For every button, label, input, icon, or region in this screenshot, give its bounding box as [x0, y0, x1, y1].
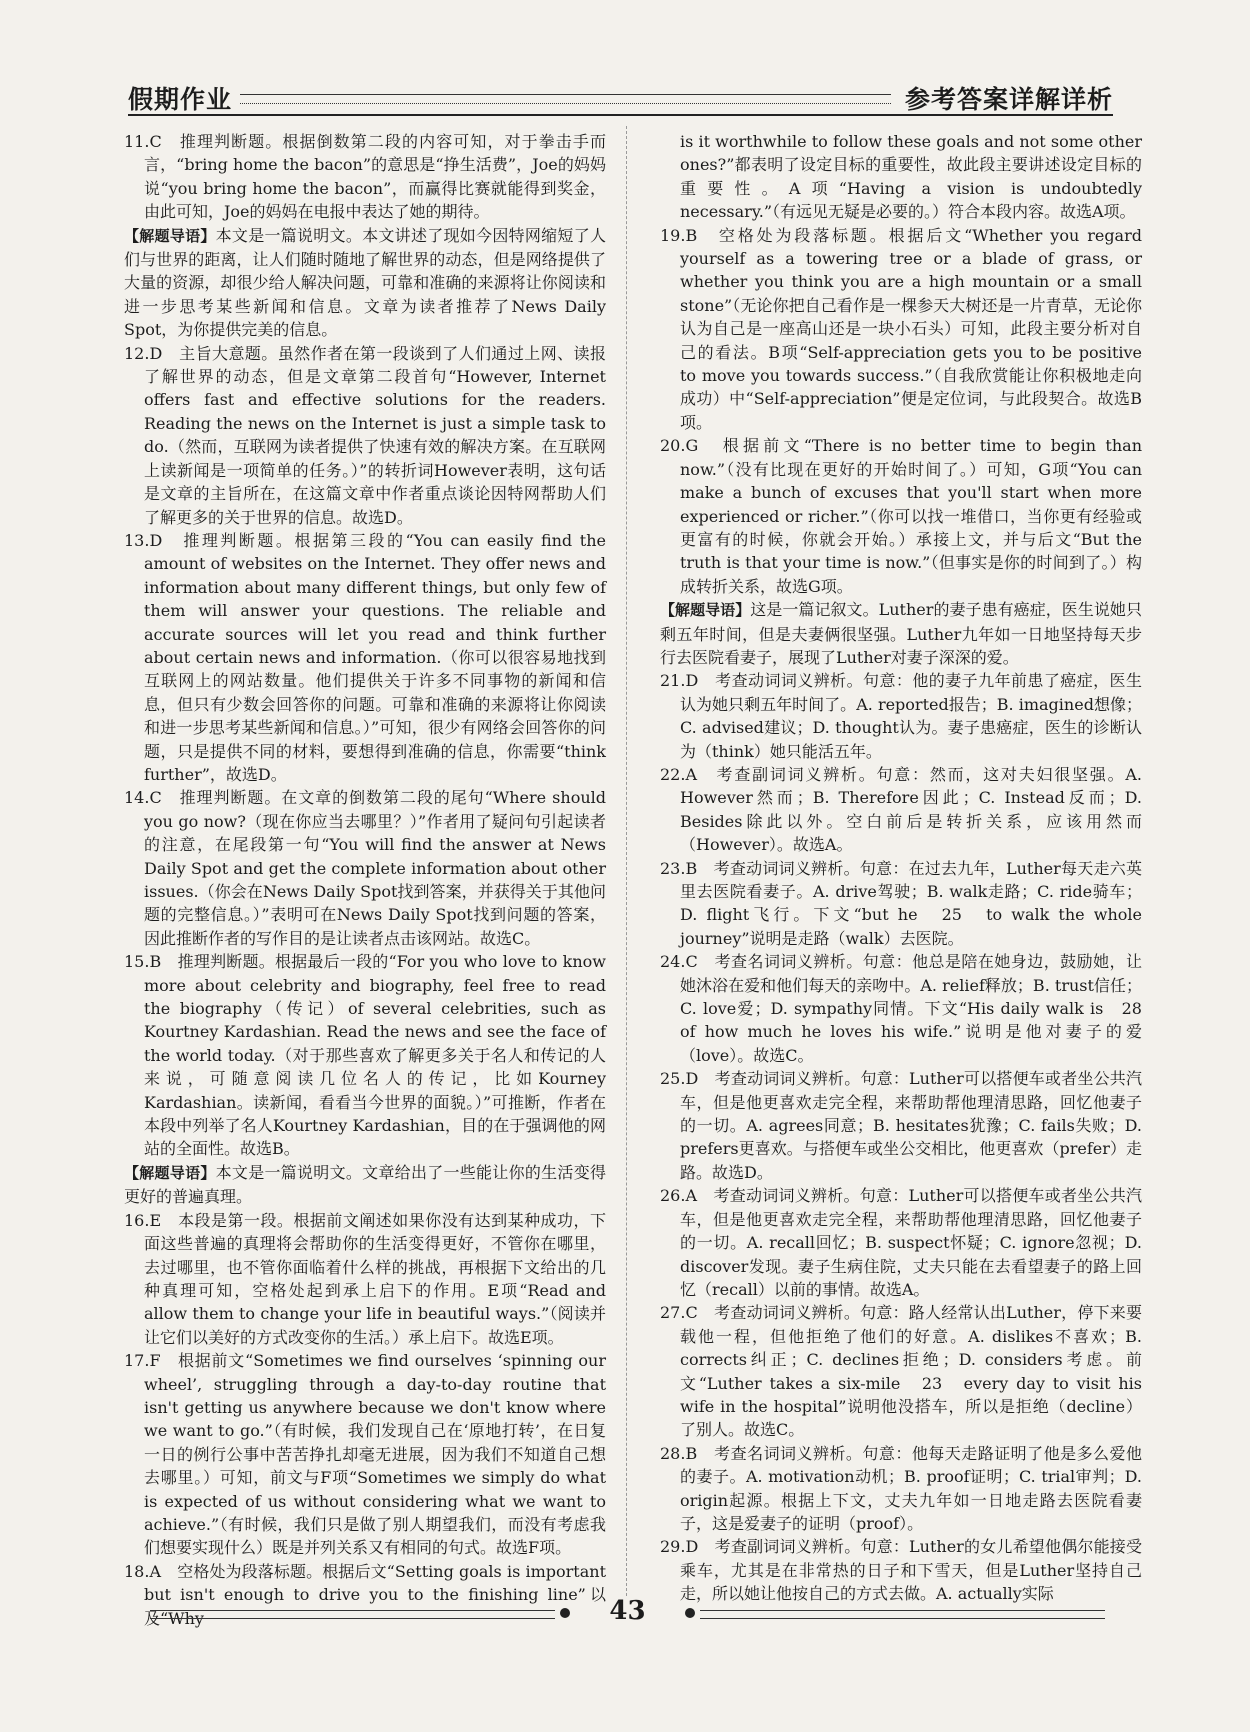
guide-text: 本文是一篇说明文。文章给出了一些能让你的生活变得更好的普遍真理。 — [124, 1162, 606, 1207]
page-footer — [150, 1598, 1105, 1638]
header-right-title: 参考答案详解详析 — [904, 85, 1113, 114]
answer-item: 29.D 考查副词词义辨析。句意：Luther的女儿希望他偶尔能接受乘车，尤其是在非常热的日子和下雪天，但是Luther坚持自己走，所以她让他按自己的方式去做。A. actually实际 — [660, 1537, 1142, 1604]
column-divider — [626, 126, 627, 1596]
footer-rule-right-2 — [700, 1618, 1105, 1619]
guide-tag: 【解题导语】 — [124, 1163, 216, 1182]
page-header — [128, 80, 1113, 114]
guide-tag: 【解题导语】 — [124, 226, 216, 245]
answer-item: 27.C 考查动词词义辨析。句意：路人经常认出Luther，停下来要载他一程，但他拒绝了他们的好意。A. dislikes不喜欢；B. corrects纠正；C. declines拒绝；D. considers考虑。前文“Luther takes a six-mile 23 every day to visit his wife in the hospital”说明他没搭车，所以是拒绝（decline）了别人。故选C。 — [660, 1303, 1142, 1440]
answer-item: 28.B 考查名词词义辨析。句意：他每天走路证明了他是多么爱他的妻子。A. motivation动机；B. proof证明；C. trial审判；D. origin起源。根据上下文，丈夫九年如一日地走路去医院看妻子，这是爱妻子的证明（proof）。 — [660, 1443, 1142, 1533]
answer-item: 18.A 空格处为段落标题。根据后文“Setting goals is important but isn't enough to drive you to the finishing line”以及“Why — [124, 1561, 606, 1628]
answer-item: 15.B 推理判断题。根据最后一段的“For you who love to know more about celebrity and biography, feel free to read the biography（传记）of several celebrities, such as Kourtney Kardashian. Read the news and see the face of the world today.（对于那些喜欢了解更多关于名人和传记的人来说，可随意阅读几位名人的传记，比如Kourney Kardashian。读新闻，看看当今世界的面貌。）”可推断，作者在本段中列举了名人Kourtney Kardashian，目的在于强调他的网站的全面性。故选B。 — [124, 952, 606, 1159]
header-left-title: 假期作业 — [128, 85, 233, 114]
answer-item: 23.B 考查动词词义辨析。句意：在过去九年，Luther每天走六英里去医院看妻子。A. drive驾驶；B. walk走路；C. ride骑车；D. flight飞行。下文“but he 25 to walk the whole journey”说明是走路（walk）去医院。 — [660, 858, 1142, 948]
guide-tag: 【解题导语】 — [660, 601, 751, 620]
page-number: 43 — [609, 1596, 646, 1626]
answer-item: 19.B 空格处为段落标题。根据后文“Whether you regard yourself as a towering tree or a blade of grass, or whether you think you are a high mountain or a small stone”（无论你把自己看作是一棵参天大树还是一片青草，无论你认为自己是一座高山还是一块小石头）可知，此段主要分析对自己的看法。B项“Self-appreciation gets you to be positive to move you towards success.”（自我欣赏能让你积极地走向成功）中“Self-appreciation”便是定位词，与此段契合。故选B项。 — [660, 225, 1142, 432]
header-underline — [128, 114, 1113, 116]
answer-item: 12.D 主旨大意题。虽然作者在第一段谈到了人们通过上网、读报了解世界的动态，但是文章第二段首句“However, Internet offers fast and effective solutions for the readers. Reading the news on the Internet is just a simple task to do.（然而，互联网为读者提供了快速有效的解决方案。在互联网上读新闻是一项简单的任务。）”的转折词However表明，这句话是文章的主旨所在，在这篇文章中作者重点谈论因特网帮助人们了解更多的关于世界的信息。故选D。 — [124, 343, 606, 527]
answer-item: 17.F 根据前文“Sometimes we find ourselves ‘spinning our wheel’, struggling through a day-to-day routine that isn't getting us anywhere because we don't know where we want to go.”（有时候，我们发现自己在‘原地打转’，在日复一日的例行公事中苦苦挣扎却毫无进展，因为我们不知道自己想去哪里。）可知，前文与F项“Sometimes we simply do what is expected of us without considering what we want to achieve.”（有时候，我们只是做了别人期望我们，而没有考虑我们想要实现什么）既是并列关系又有相同的句式。故选F项。 — [124, 1351, 606, 1558]
footer-dot-right — [685, 1608, 695, 1618]
answer-item: 16.E 本段是第一段。根据前文阐述如果你没有达到某种成功，下面这些普遍的真理将会帮助你的生活变得更好，不管你在哪里，去过哪里，也不管你面临着什么样的挑战，再根据下文给出的几种真理可知，空格处起到承上启下的作用。E项“Read and allow them to change your life in beautiful ways.”（阅读并让它们以美好的方式改变你的生活。）承上启下。故选E项。 — [124, 1210, 606, 1347]
answer-item: 14.C 推理判断题。在文章的倒数第二段的尾句“Where should you go now?（现在你应当去哪里？）”作者用了疑问句引起读者的注意，在尾段第一句“You will find the answer at News Daily Spot and get the complete information about other issues.（你会在News Daily Spot找到答案，并获得关于其他问题的完整信息。）”表明可在News Daily Spot找到问题的答案，因此推断作者的写作目的是让读者点击该网站。故选C。 — [124, 788, 606, 948]
answer-item: 26.A 考查动词词义辨析。句意：Luther可以搭便车或者坐公共汽车，但是他更喜欢走完全程，来帮助帮他理清思路，回忆他妻子的一切。A. recall回忆；B. suspect怀疑；C. ignore忽视；D. discover发现。妻子生病住院，丈夫只能在去看望妻子的路上回忆（recall）以前的事情。故选A。 — [660, 1186, 1142, 1299]
guide-paragraph — [660, 598, 1142, 669]
answer-item: 11.C 推理判断题。根据倒数第二段的内容可知，对于拳击手而言，“bring home the bacon”的意思是“挣生活费”，Joe的妈妈说“you bring home the bacon”，而赢得比赛就能得到奖金，由此可知，Joe的妈妈在电报中表达了她的期待。 — [124, 132, 606, 222]
guide-text: 这是一篇记叙文。Luther的妻子患有癌症，医生说她只剩五年时间，但是夫妻俩很坚强。Luther九年如一日地坚持每天步行去医院看妻子，展现了Luther对妻子深深的爱。 — [660, 600, 1142, 667]
guide-paragraph — [124, 224, 606, 342]
answer-item: 13.D 推理判断题。根据第三段的“You can easily find the amount of websites on the Internet. They offer news and information about many different things, but only few of them will answer your questions. The reliable and accurate sources will let you read and think further about certain news and information.（你可以很容易地找到互联网上的网站数量。他们提供关于许多不同事物的新闻和信息，但只有少数会回答你的问题。可靠和准确的来源将让你阅读和进一步思考某些新闻和信息。）”可知，很少有网络会回答你的问题，只是提供不同的材料，要想得到准确的信息，你需要“think further”，故选D。 — [124, 530, 606, 784]
guide-text: 本文是一篇说明文。本文讲述了现如今因特网缩短了人们与世界的距离，让人们随时随地了解世界的动态，但是网络提供了大量的资源，却很少给人解决问题，可靠和准确的来源将让你阅读和进一步思考某些新闻和信息。文章为读者推荐了News Daily Spot，为你提供完美的信息。 — [124, 225, 606, 340]
answer-item: 22.A 考查副词词义辨析。句意：然而，这对夫妇很坚强。A. However然而；B. Therefore因此；C. Instead反而；D. Besides除此以外。空白前后是转折关系，应该用然而（However）。故选A。 — [660, 764, 1142, 855]
answer-continuation: is it worthwhile to follow these goals and not some other ones?”都表明了设定目标的重要性，故此段主要讲述设定目标的重要性。A项“Having a vision is undoubtedly necessary.”（有远见无疑是必要的。）符合本段内容。故选A项。 — [680, 132, 1142, 222]
answer-item: 21.D 考查动词词义辨析。句意：他的妻子九年前患了癌症，医生认为她只剩五年时间了。A. reported报告；B. imagined想像；C. advised建议；D. thought认为。妻子患癌症，医生的诊断认为（think）她只能活五年。 — [660, 671, 1142, 761]
left-column — [124, 130, 606, 1630]
header-decorative-rule — [240, 94, 891, 104]
answer-item: 24.C 考查名词词义辨析。句意：他总是陪在她身边，鼓励她，让她沐浴在爱和他们每天的亲吻中。A. relief释放；B. trust信任；C. love爱；D. sympathy同情。下文“His daily walk is 28 of how much he loves his wife.”说明是他对妻子的爱（love）。故选C。 — [660, 952, 1159, 1065]
right-column — [660, 130, 1159, 1606]
guide-paragraph — [124, 1161, 606, 1209]
answer-item: 20.G 根据前文“There is no better time to begin than now.”（没有比现在更好的开始时间了。）可知，G项“You can make a bunch of excuses that you'll start when more experienced or richer.”（你可以找一堆借口，当你更有经验或更富有的时候，你就会开始。）承接上文，并与后文“But the truth is that your time is now.”（但事实是你的时间到了。）构成转折关系，故选G项。 — [660, 436, 1142, 596]
answer-item: 25.D 考查动词词义辨析。句意：Luther可以搭便车或者坐公共汽车，但是他更喜欢走完全程，来帮助帮他理清思路，回忆他妻子的一切。A. agrees同意；B. hesitates犹豫；C. fails失败；D. prefers更喜欢。与搭便车或坐公交相比，他更喜欢（prefer）走路。故选D。 — [660, 1069, 1142, 1182]
footer-rule-right — [700, 1610, 1105, 1611]
